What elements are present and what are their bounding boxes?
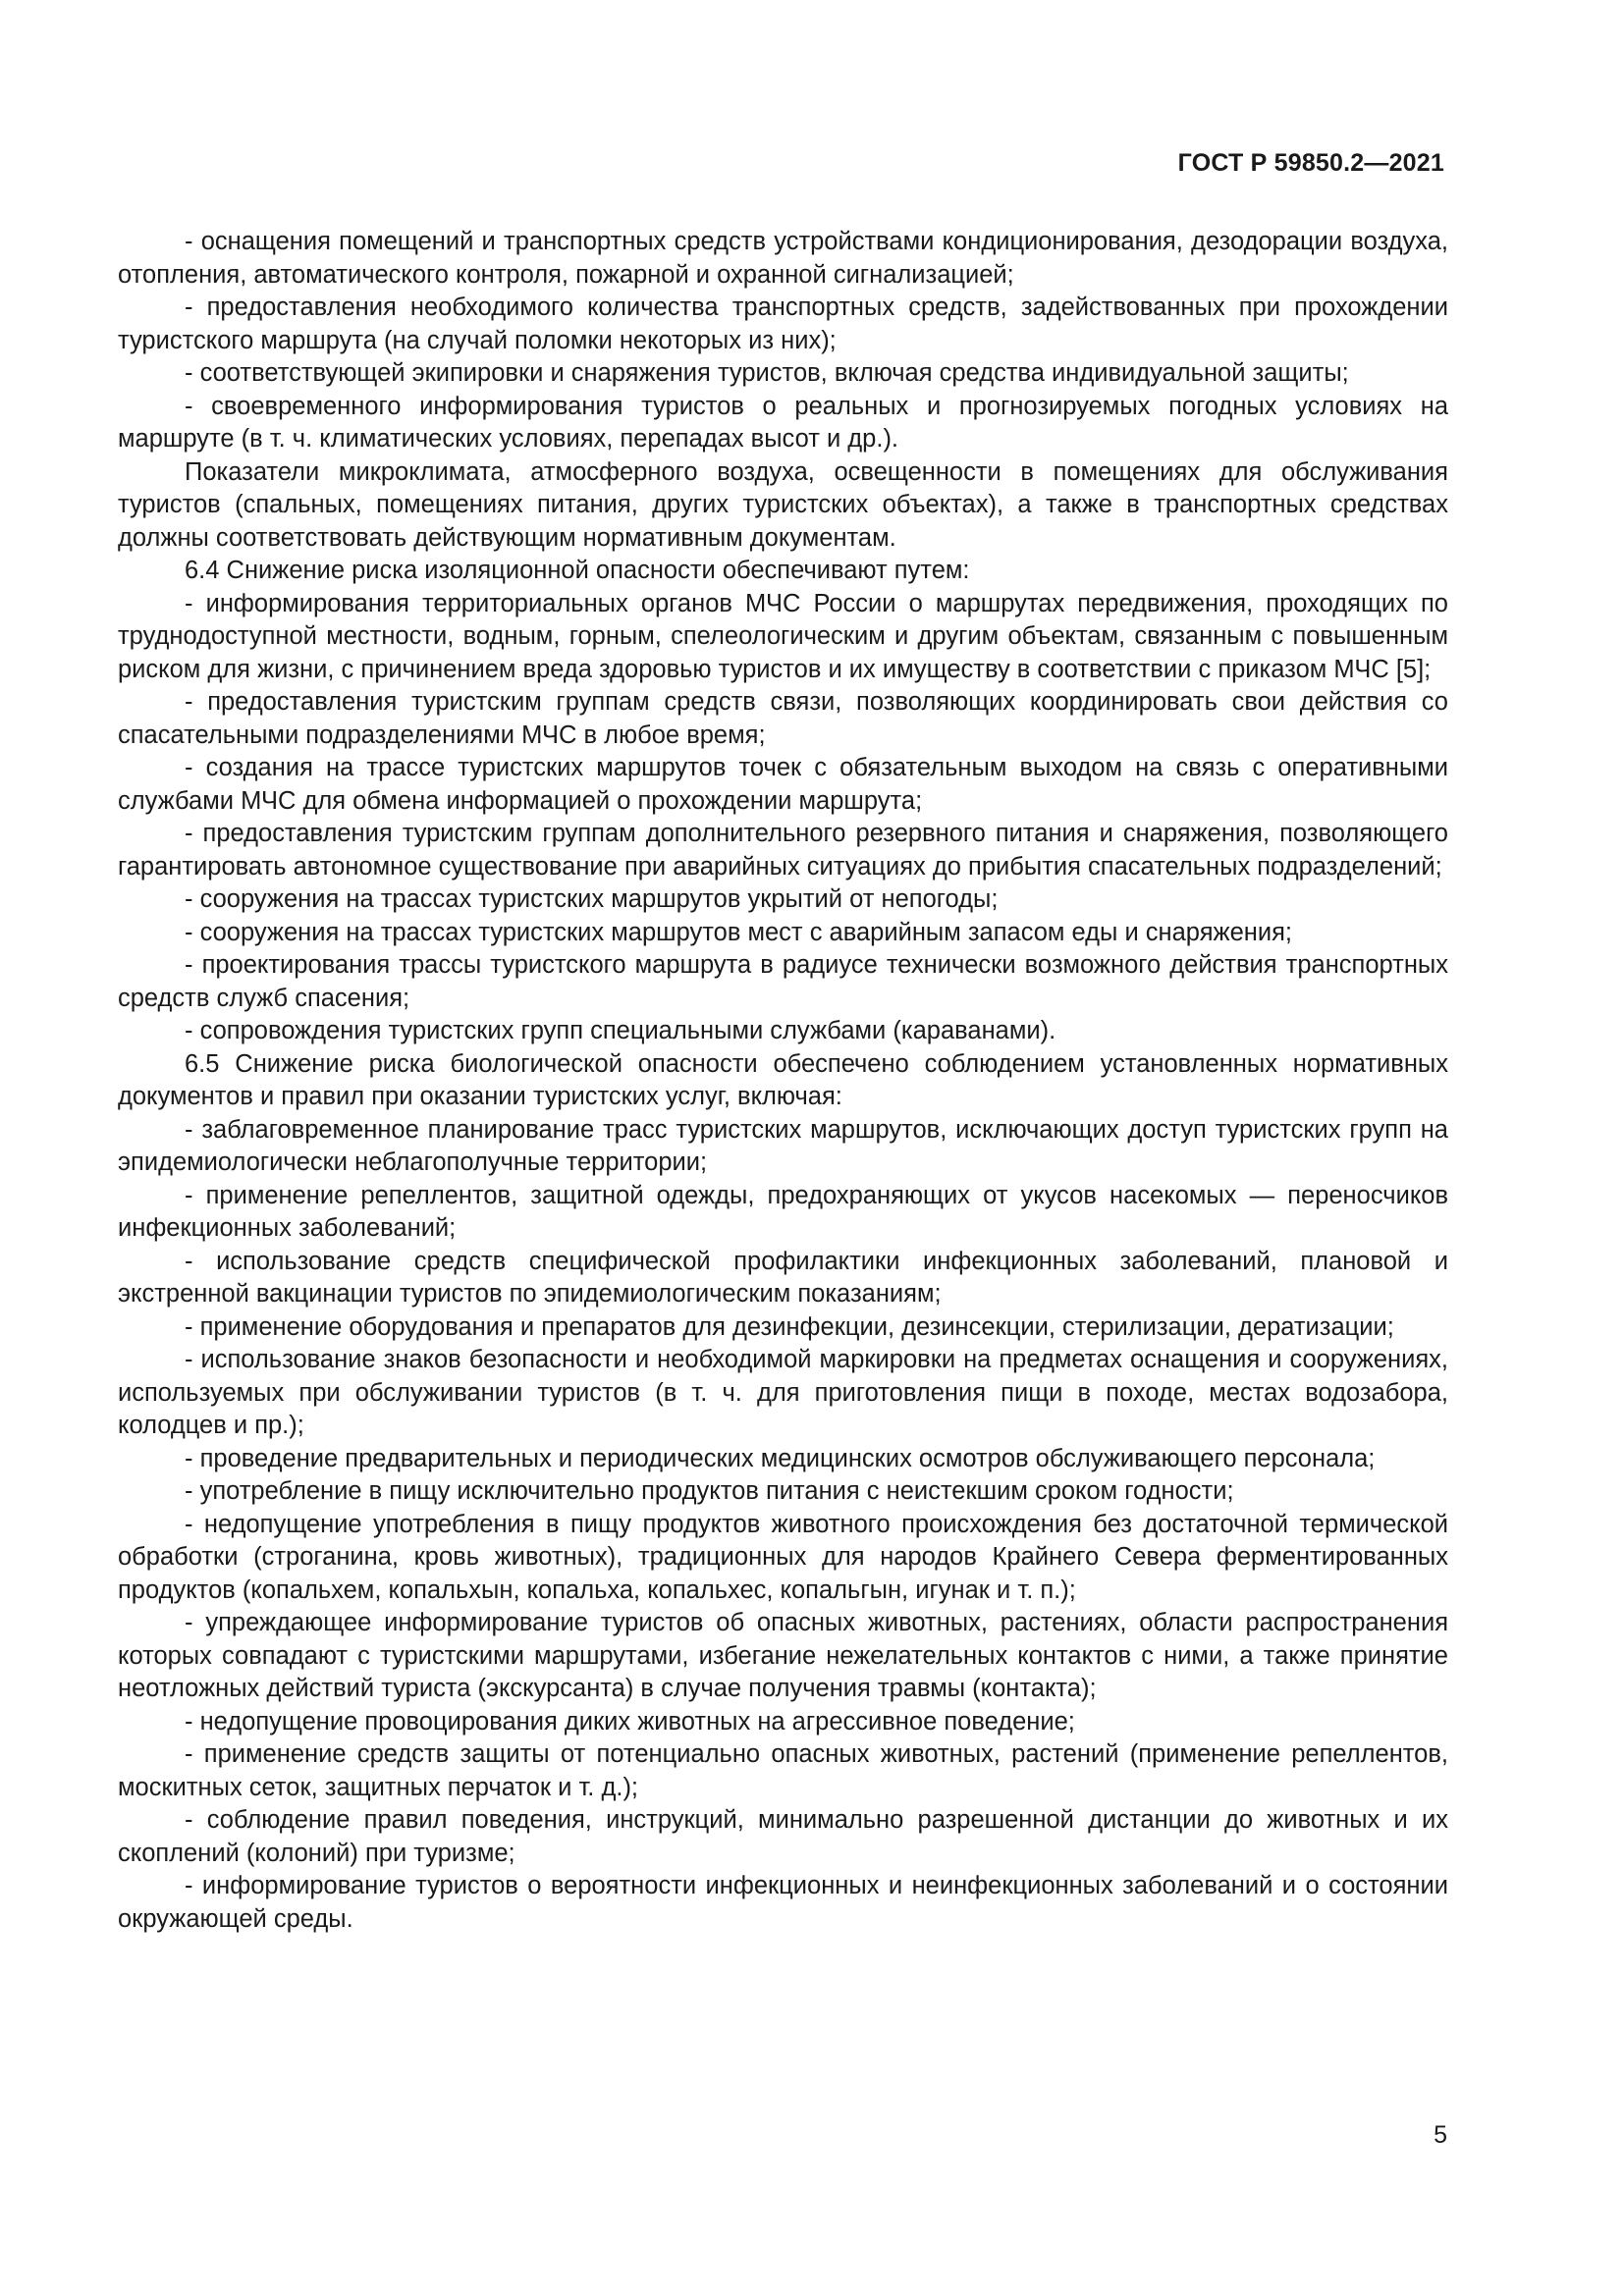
paragraph: - предоставления необходимого количества транспортных средств, задействованных при прохождении туристского маршрута (на случай поломки некоторых из них); (118, 294, 1448, 354)
paragraph: - применение репеллентов, защитной одежды, предохраняющих от укусов насекомых — переносчиков инфекционных заболеваний; (118, 1181, 1448, 1242)
paragraph: - применение средств защиты от потенциально опасных животных, растений (применение репеллентов, москитных сеток, защитных перчаток и т. д.); (118, 1740, 1448, 1801)
paragraph: - предоставления туристским группам средств связи, позволяющих координировать свои действия со спасательными подразделениями МЧС в любое время; (118, 688, 1448, 749)
paragraph: - информирования территориальных органов МЧС России о маршрутах передвижения, проходящих по труднодоступной местности, водным, горным, спелеологическим и другим объектам, связанным с повышенным риском для жизни, с причинением вреда здоровью туристов и их имуществу в соответствии с приказом МЧС [5]; (118, 589, 1448, 683)
paragraph: - проведение предварительных и периодических медицинских осмотров обслуживающего персонала; (185, 1444, 1376, 1472)
paragraph: - заблаговременное планирование трасс туристских маршрутов, исключающих доступ туристских групп на эпидемиологически неблагополучные территории; (118, 1115, 1448, 1176)
paragraph: - информирование туристов о вероятности инфекционных и неинфекционных заболеваний и о состоянии окружающей среды. (118, 1872, 1448, 1933)
paragraph: Показатели микроклимата, атмосферного воздуха, освещенности в помещениях для обслуживания туристов (спальных, помещениях питания, других туристских объектах), а также в транспортных средствах должны соответствовать действующим нормативным документам. (118, 457, 1448, 552)
page-number: 5 (1434, 2121, 1447, 2149)
section-6-4-heading: 6.4 Снижение риска изоляционной опасности обеспечивают путем: (185, 557, 970, 584)
paragraph: - применение оборудования и препаратов для дезинфекции, дезинсекции, стерилизации, дератизации; (185, 1312, 1394, 1341)
document-body (118, 226, 1448, 1936)
paragraph: - сооружения на трассах туристских маршрутов мест с аварийным запасом еды и снаряжения; (185, 918, 1292, 946)
paragraph: - сооружения на трассах туристских маршрутов укрытий от непогоды; (185, 885, 999, 913)
paragraph: - соблюдение правил поведения, инструкций, минимально разрешенной дистанции до животных и их скоплений (колоний) при туризме; (118, 1806, 1448, 1867)
paragraph: - своевременного информирования туристов о реальных и прогнозируемых погодных условиях на маршруте (в т. ч. климатических условиях, перепадах высот и др.). (118, 392, 1448, 453)
paragraph: - соответствующей экипировки и снаряжения туристов, включая средства индивидуальной защиты; (185, 359, 1349, 387)
document-designation: ГОСТ Р 59850.2—2021 (1177, 149, 1444, 177)
paragraph: - предоставления туристским группам дополнительного резервного питания и снаряжения, позволяющего гарантировать автономное существование при аварийных ситуациях до прибытия спасательных подразделений; (118, 820, 1448, 881)
paragraph: - сопровождения туристских групп специальными службами (караванами). (185, 1017, 1056, 1044)
paragraph: - проектирования трассы туристского маршрута в радиусе технически возможного действия транспортных средств служб спасения; (118, 951, 1448, 1012)
paragraph: - создания на трассе туристских маршрутов точек с обязательным выходом на связь с оперативными службами МЧС для обмена информацией о прохождении маршрута; (118, 754, 1448, 815)
paragraph: - оснащения помещений и транспортных средств устройствами кондиционирования, дезодорации воздуха, отопления, автоматического контроля, пожарной и охранной сигнализацией; (118, 228, 1448, 289)
paragraph: - недопущение употребления в пищу продуктов животного происхождения без достаточной термической обработки (строганина, кровь животных), традиционных для народов Крайнего Севера ферментированных продуктов (копальхем, копальхын, копальха, копальхес, копальгын, игунак и т. п.); (118, 1510, 1448, 1604)
paragraph: - упреждающее информирование туристов об опасных животных, растениях, области распространения которых совпадают с туристскими маршрутами, избегание нежелательных контактов с ними, а также принятие неотложных действий туриста (экскурсанта) в случае получения травмы (контакта); (118, 1609, 1448, 1702)
paragraph: - использование знаков безопасности и необходимой маркировки на предметах оснащения и сооружениях, используемых при обслуживании туристов (в т. ч. для приготовления пищи в походе, местах водозабора, колодцев и пр.); (118, 1346, 1448, 1439)
paragraph: - употребление в пищу исключительно продуктов питания с неистекшим сроком годности; (185, 1477, 1234, 1505)
paragraph: - недопущение провоцирования диких животных на агрессивное поведение; (185, 1707, 1075, 1735)
paragraph: - использование средств специфической профилактики инфекционных заболеваний, плановой и экстренной вакцинации туристов по эпидемиологическим показаниям; (118, 1247, 1448, 1308)
section-6-5-heading: 6.5 Снижение риска биологической опасности обеспечено соблюдением установленных нормативных документов и правил при оказании туристских услуг, включая: (118, 1049, 1448, 1110)
